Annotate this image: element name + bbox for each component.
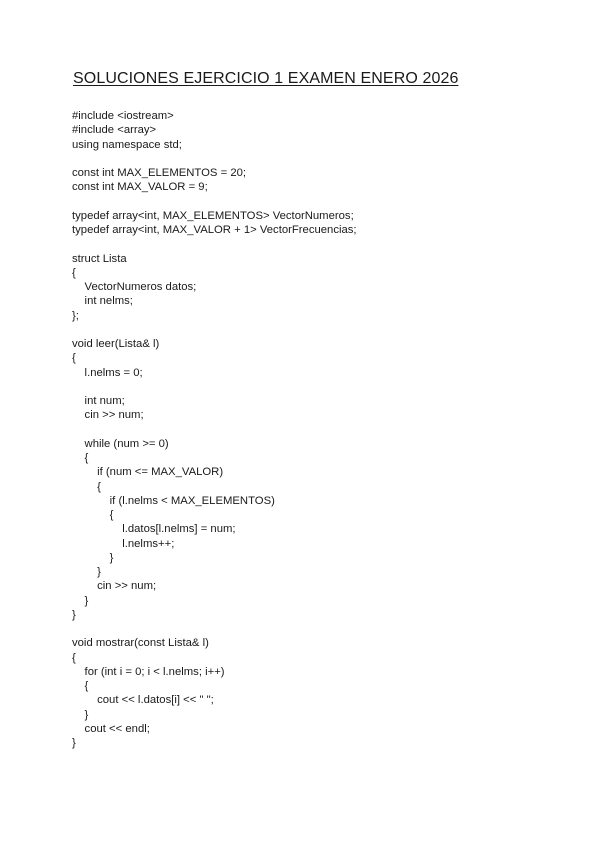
code-line — [72, 380, 357, 394]
code-line: l.datos[l.nelms] = num; — [72, 523, 236, 536]
code-line: void mostrar(const Lista& l) — [72, 637, 209, 650]
code-line — [72, 323, 357, 337]
code-line: } — [72, 551, 114, 564]
code-line: { — [72, 651, 76, 664]
code-line: { — [72, 266, 76, 279]
code-line: void leer(Lista& l) — [72, 338, 160, 350]
code-line: const int MAX_VALOR = 9; — [72, 181, 208, 194]
code-line: } — [72, 737, 76, 749]
code-line: }; — [72, 309, 79, 322]
code-line: { — [72, 352, 76, 365]
code-line: } — [72, 594, 89, 607]
code-line: { — [72, 680, 89, 692]
code-line: { — [72, 509, 114, 521]
code-line — [72, 237, 357, 251]
code-line: typedef array<int, MAX_ELEMENTOS> VectorNumeros; — [72, 209, 354, 222]
code-line — [72, 423, 357, 437]
code-line: for (int i = 0; i < l.nelms; i++) — [72, 665, 225, 678]
code-line — [72, 622, 357, 636]
code-line: while (num >= 0) — [72, 437, 169, 450]
code-block — [72, 109, 357, 750]
code-line: cin >> num; — [72, 580, 157, 593]
code-line: #include <array> — [72, 124, 157, 137]
code-line: } — [72, 708, 89, 721]
code-line: } — [72, 608, 76, 621]
code-line: cout << l.datos[i] << " "; — [72, 694, 214, 707]
document-title: SOLUCIONES EJERCICIO 1 EXAMEN ENERO 2026 — [73, 70, 459, 87]
code-line: int nelms; — [72, 295, 133, 308]
code-line: int num; — [72, 395, 125, 407]
code-line: typedef array<int, MAX_VALOR + 1> VectorFrecuencias; — [72, 224, 357, 236]
code-line: { — [72, 480, 101, 493]
code-line: using namespace std; — [72, 138, 182, 151]
code-line: { — [72, 452, 89, 464]
code-line — [72, 195, 357, 209]
code-line: } — [72, 566, 101, 578]
code-line: cout << endl; — [72, 722, 150, 735]
code-line: cin >> num; — [72, 409, 144, 422]
code-line: const int MAX_ELEMENTOS = 20; — [72, 167, 247, 179]
code-line: l.nelms++; — [72, 537, 175, 550]
code-line: if (num <= MAX_VALOR) — [72, 466, 224, 479]
code-line: l.nelms = 0; — [72, 366, 143, 379]
code-line: #include <iostream> — [72, 110, 174, 122]
code-line: VectorNumeros datos; — [72, 281, 197, 293]
code-line: if (l.nelms < MAX_ELEMENTOS) — [72, 494, 275, 507]
code-line — [72, 152, 357, 166]
code-line: struct Lista — [72, 252, 127, 265]
